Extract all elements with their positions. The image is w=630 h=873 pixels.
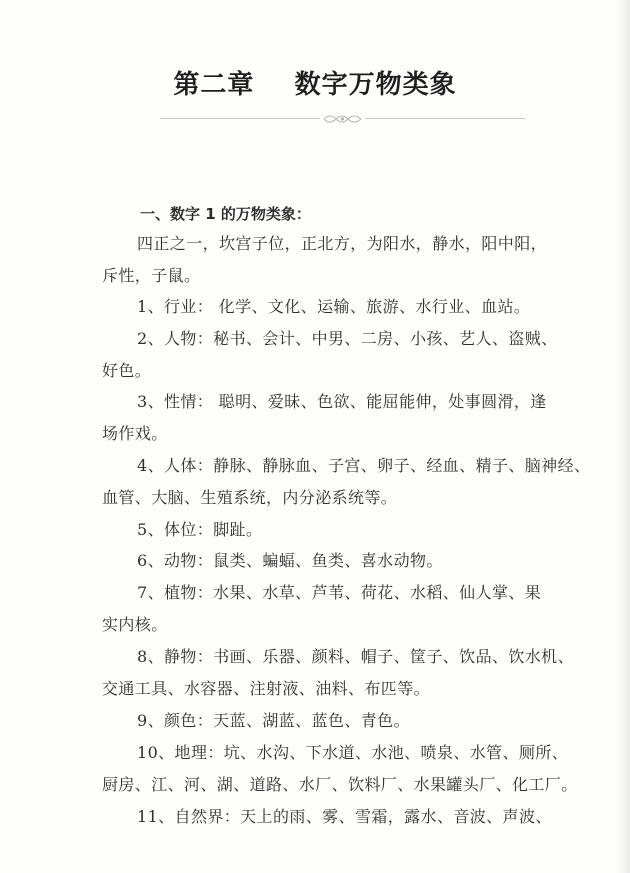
text-line: 11、自然界：天上的雨、雾、雪霜，露水、音波、声波、 xyxy=(137,807,552,826)
divider-line-left xyxy=(160,118,320,119)
ornament-knot-icon xyxy=(320,112,365,126)
text-line: 3、性情： 聪明、爱昧、色欲、能屈能伸，处事圆滑，逢 xyxy=(137,392,547,411)
text-line: 8、静物：书画、乐器、颜料、帽子、筐子、饮品、饮水机、 xyxy=(137,647,574,666)
text-line: 好色。 xyxy=(102,361,152,380)
title-ornament-divider xyxy=(160,112,525,126)
text-line: 7、植物：水果、水草、芦苇、荷花、水稻、仙人掌、果 xyxy=(137,583,542,602)
text-line: 1、行业： 化学、文化、运输、旅游、水行业、血站。 xyxy=(137,297,531,316)
section-heading: 一、数字 1 的万物类象： xyxy=(140,205,311,223)
text-line: 血管、大脑、生殖系统，内分泌系统等。 xyxy=(102,488,398,507)
text-line: 5、体位：脚趾。 xyxy=(137,520,263,539)
text-line: 实内核。 xyxy=(102,615,168,634)
chapter-title: 第二章 数字万物类象 xyxy=(173,70,457,100)
text-line: 斥性，子鼠。 xyxy=(102,266,201,285)
text-line: 场作戏。 xyxy=(102,424,168,443)
page-edge-shadow xyxy=(616,0,630,873)
text-line: 四正之一，坎宫子位，正北方，为阳水，静水，阳中阳， xyxy=(137,234,548,253)
text-line: 厨房、江、河、湖、道路、水厂、饮料厂、水果罐头厂、化工厂。 xyxy=(102,775,578,794)
text-line: 9、颜色：天蓝、湖蓝、蓝色、青色。 xyxy=(137,711,410,730)
divider-line-right xyxy=(365,118,525,119)
text-line: 2、人物：秘书、会计、中男、二房、小孩、艺人、盗贼、 xyxy=(137,329,558,348)
text-line: 10、地理：坑、水沟、下水道、水池、喷泉、水管、厕所、 xyxy=(137,743,569,762)
text-line: 4、人体：静脉、静脉血、子宫、卵子、经血、精子、脑神经、 xyxy=(137,456,591,475)
text-line: 6、动物：鼠类、蝙蝠、鱼类、喜水动物。 xyxy=(137,551,443,570)
text-line: 交通工具、水容器、注射液、油料、布匹等。 xyxy=(102,679,431,698)
